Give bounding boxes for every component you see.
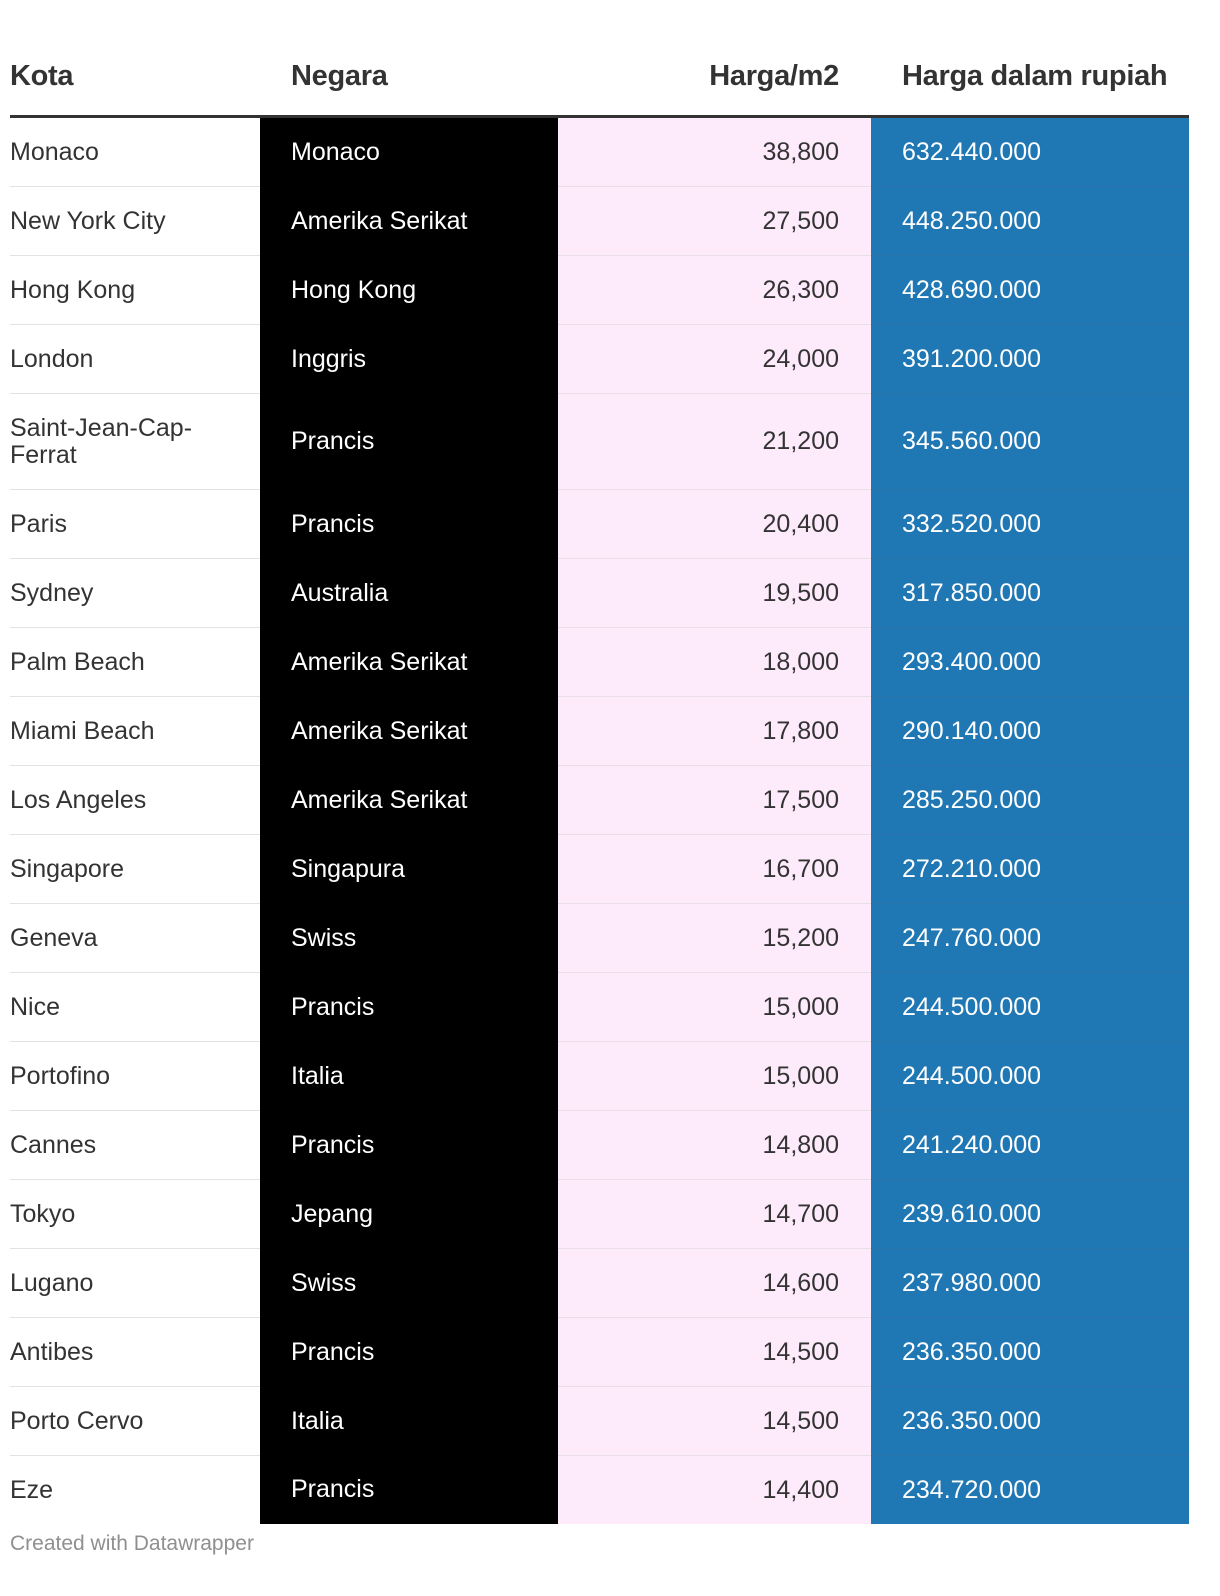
- cell-kota: Hong Kong: [10, 256, 260, 325]
- table-row: [10, 1318, 1189, 1387]
- cell-kota: Saint-Jean-Cap-Ferrat: [10, 394, 260, 490]
- table-row: [10, 697, 1189, 766]
- cell-harga-rupiah: 317.850.000: [871, 559, 1189, 628]
- cell-harga-m2: 14,600: [558, 1249, 871, 1318]
- header-harga-m2[interactable]: Harga/m2: [558, 0, 871, 117]
- table-row: [10, 325, 1189, 394]
- cell-negara: Amerika Serikat: [260, 766, 558, 835]
- table-body: [10, 117, 1189, 1525]
- cell-negara: Prancis: [260, 490, 558, 559]
- cell-harga-m2: 19,500: [558, 559, 871, 628]
- cell-kota: Paris: [10, 490, 260, 559]
- cell-harga-m2: 38,800: [558, 117, 871, 187]
- cell-kota: Geneva: [10, 904, 260, 973]
- table-row: [10, 256, 1189, 325]
- table-header-row: [10, 0, 1189, 117]
- cell-harga-rupiah: 236.350.000: [871, 1318, 1189, 1387]
- cell-negara: Swiss: [260, 1249, 558, 1318]
- cell-harga-rupiah: 632.440.000: [871, 117, 1189, 187]
- cell-harga-rupiah: 391.200.000: [871, 325, 1189, 394]
- cell-kota: Sydney: [10, 559, 260, 628]
- table-row: [10, 1111, 1189, 1180]
- cell-harga-m2: 14,500: [558, 1387, 871, 1456]
- table-row: [10, 1249, 1189, 1318]
- table-row: [10, 1456, 1189, 1525]
- cell-harga-rupiah: 237.980.000: [871, 1249, 1189, 1318]
- cell-kota: London: [10, 325, 260, 394]
- table-row: [10, 835, 1189, 904]
- cell-negara: Prancis: [260, 1456, 558, 1525]
- cell-harga-m2: 14,700: [558, 1180, 871, 1249]
- cell-harga-m2: 14,800: [558, 1111, 871, 1180]
- table-row: [10, 973, 1189, 1042]
- cell-harga-m2: 20,400: [558, 490, 871, 559]
- cell-harga-rupiah: 448.250.000: [871, 187, 1189, 256]
- cell-harga-rupiah: 241.240.000: [871, 1111, 1189, 1180]
- cell-harga-rupiah: 332.520.000: [871, 490, 1189, 559]
- table-row: [10, 1387, 1189, 1456]
- cell-kota: Porto Cervo: [10, 1387, 260, 1456]
- cell-negara: Australia: [260, 559, 558, 628]
- cell-kota: Lugano: [10, 1249, 260, 1318]
- cell-harga-m2: 15,200: [558, 904, 871, 973]
- cell-harga-rupiah: 293.400.000: [871, 628, 1189, 697]
- cell-negara: Monaco: [260, 117, 558, 187]
- header-harga-rupiah[interactable]: Harga dalam rupiah: [871, 0, 1189, 117]
- cell-negara: Prancis: [260, 1111, 558, 1180]
- cell-harga-rupiah: 272.210.000: [871, 835, 1189, 904]
- table-row: [10, 1042, 1189, 1111]
- cell-negara: Italia: [260, 1387, 558, 1456]
- cell-harga-m2: 18,000: [558, 628, 871, 697]
- cell-harga-rupiah: 290.140.000: [871, 697, 1189, 766]
- cell-harga-m2: 27,500: [558, 187, 871, 256]
- cell-negara: Italia: [260, 1042, 558, 1111]
- cell-harga-m2: 24,000: [558, 325, 871, 394]
- table-row: [10, 766, 1189, 835]
- cell-negara: Prancis: [260, 394, 558, 490]
- cell-kota: Cannes: [10, 1111, 260, 1180]
- cell-harga-m2: 15,000: [558, 973, 871, 1042]
- header-kota[interactable]: Kota: [10, 0, 260, 117]
- cell-harga-rupiah: 244.500.000: [871, 1042, 1189, 1111]
- cell-negara: Prancis: [260, 1318, 558, 1387]
- table-row: [10, 117, 1189, 187]
- cell-negara: Hong Kong: [260, 256, 558, 325]
- cell-kota: Palm Beach: [10, 628, 260, 697]
- cell-negara: Amerika Serikat: [260, 628, 558, 697]
- cell-harga-m2: 26,300: [558, 256, 871, 325]
- table-row: [10, 187, 1189, 256]
- header-negara[interactable]: Negara: [260, 0, 558, 117]
- cell-negara: Amerika Serikat: [260, 697, 558, 766]
- cell-kota: Nice: [10, 973, 260, 1042]
- cell-harga-rupiah: 239.610.000: [871, 1180, 1189, 1249]
- cell-negara: Amerika Serikat: [260, 187, 558, 256]
- data-table: [10, 0, 1189, 1524]
- cell-kota: Tokyo: [10, 1180, 260, 1249]
- footer-credit: Created with Datawrapper: [10, 1532, 254, 1555]
- cell-harga-rupiah: 285.250.000: [871, 766, 1189, 835]
- cell-harga-rupiah: 345.560.000: [871, 394, 1189, 490]
- cell-harga-m2: 17,500: [558, 766, 871, 835]
- cell-harga-rupiah: 428.690.000: [871, 256, 1189, 325]
- cell-harga-rupiah: 247.760.000: [871, 904, 1189, 973]
- table-row: [10, 1180, 1189, 1249]
- cell-kota: Singapore: [10, 835, 260, 904]
- cell-harga-rupiah: 244.500.000: [871, 973, 1189, 1042]
- cell-harga-rupiah: 234.720.000: [871, 1456, 1189, 1525]
- cell-harga-m2: 16,700: [558, 835, 871, 904]
- cell-harga-m2: 14,500: [558, 1318, 871, 1387]
- cell-harga-m2: 21,200: [558, 394, 871, 490]
- table-row: [10, 394, 1189, 490]
- cell-negara: Jepang: [260, 1180, 558, 1249]
- cell-negara: Singapura: [260, 835, 558, 904]
- cell-kota: Portofino: [10, 1042, 260, 1111]
- cell-harga-rupiah: 236.350.000: [871, 1387, 1189, 1456]
- cell-negara: Prancis: [260, 973, 558, 1042]
- table-row: [10, 559, 1189, 628]
- table-container: [10, 0, 1189, 1524]
- cell-kota: Eze: [10, 1475, 54, 1504]
- table-row: [10, 490, 1189, 559]
- table-row: [10, 904, 1189, 973]
- cell-kota: New York City: [10, 187, 260, 256]
- cell-kota: Miami Beach: [10, 697, 260, 766]
- cell-negara: Inggris: [260, 325, 558, 394]
- cell-kota: Los Angeles: [10, 766, 260, 835]
- cell-harga-m2: 14,400: [558, 1456, 871, 1525]
- cell-harga-m2: 17,800: [558, 697, 871, 766]
- cell-kota: Antibes: [10, 1318, 260, 1387]
- table-row: [10, 628, 1189, 697]
- cell-negara: Swiss: [260, 904, 558, 973]
- cell-harga-m2: 15,000: [558, 1042, 871, 1111]
- cell-kota: Monaco: [10, 117, 260, 187]
